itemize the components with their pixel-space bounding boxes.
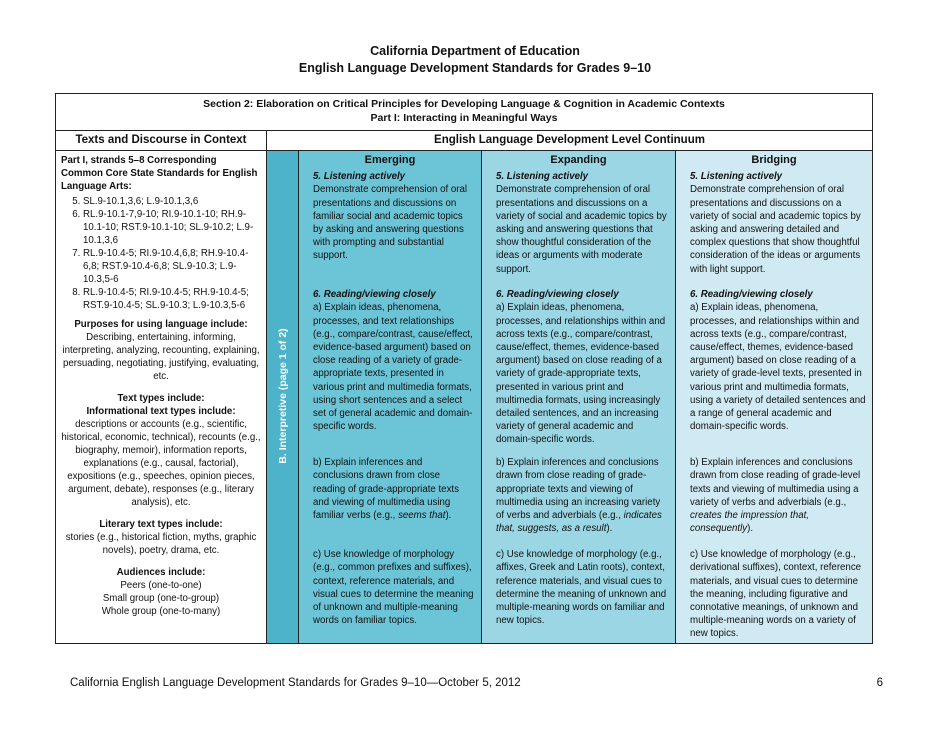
document-title: California Department of Education — [370, 44, 580, 58]
standard-item: 6. RL.9-10.1-7,9-10; RI.9-10.1-10; RH.9-10.1-10; RST.9-10.1-10; SL.9-10.2; L.9-10.1,3,6 — [83, 208, 261, 247]
reading-viewing-a: a) Explain ideas, phenomena, processes, and text relationships (e.g., compare/contrast, cause/effect, evidence-based argument) based on close reading of a variety of grade-appropriate texts, presented in various print and multimedia formats, using short sentences and a select set of general academic and domain-specific words. — [313, 302, 473, 433]
text-types-title: Text types include: — [117, 393, 205, 404]
purposes-text: Describing, entertaining, informing, interpreting, analyzing, recounting, explaining, persuading, negotiating, justifying, evaluating, etc. — [62, 332, 260, 382]
reading-viewing-b: b) Explain inferences and conclusions drawn from close reading of grade-appropriate texts and viewing of multimedia using an increasing variety of verbs and adverbials (e.g., indicates that, suggests, as a result). — [496, 457, 662, 535]
reading-viewing-a: a) Explain ideas, phenomena, processes, and relationships within and across texts (e.g., compare/contrast, cause/effect, themes, evidence-based argument) based on close reading of a variety of grade-level texts, presented in various print and multimedia formats, using a variety of detailed sentences and a range of general academic and domain-specific words. — [690, 302, 866, 433]
bridging-column — [676, 151, 872, 643]
reading-viewing-title: 6. Reading/viewing closely — [690, 289, 813, 301]
interpretive-band — [267, 151, 299, 643]
reading-viewing-b: b) Explain inferences and conclusions drawn from close reading of grade-appropriate texts and viewing of multimedia using familiar verbs (e.g., seems that). — [313, 457, 459, 522]
literary-text: stories (e.g., historical fiction, myths, graphic novels), poetry, drama, etc. — [65, 532, 257, 556]
section-part: Part I: Interacting in Meaningful Ways — [370, 112, 558, 124]
reading-viewing-a: a) Explain ideas, phenomena, processes, and relationships within and across texts (e.g., compare/contrast, cause/effect, themes, evidence-based argument) based on close reading of a variety of grade-appropriate texts, presented in various print and multimedia formats, using increasingly detailed sentences, and an increasing variety of general academic and domain-specific words. — [496, 302, 666, 446]
audiences-title: Audiences include: — [116, 567, 206, 578]
listening-actively-text: Demonstrate comprehension of oral presentations and discussions on familiar social and academic topics by asking and answering questions with prompting and substantial support. — [313, 184, 468, 262]
listening-actively-text: Demonstrate comprehension of oral presentations and discussions on a variety of social and academic topics by asking and answering detailed and complex questions that show thoughtful consideration of the ideas or arguments with light support. — [690, 184, 861, 275]
reading-viewing-c: c) Use knowledge of morphology (e.g., affixes, Greek and Latin roots), context, reference materials, and visual cues to determine the meaning of unknown and multiple-meaning words on familiar and new topics. — [496, 549, 667, 627]
bridging-title: Bridging — [751, 154, 797, 166]
standard-item: 8. RL.9-10.4-5; RI.9-10.4-5; RH.9-10.4-5; RST.9-10.4-5; SL.9-10.3; L.9-10.3,5-6 — [83, 286, 261, 312]
section-title: Section 2: Elaboration on Critical Principles for Developing Language & Cognition in Academic Contexts — [203, 98, 725, 110]
section-header — [56, 94, 872, 131]
page-number: 6 — [876, 677, 883, 689]
emerging-column — [299, 151, 482, 643]
page-footer: California English Language Development Standards for Grades 9–10—October 5, 2012 — [70, 677, 521, 689]
interpretive-band-label: B. Interpretive (page 1 of 2) — [277, 328, 289, 464]
informational-title: Informational text types include: — [86, 406, 236, 417]
audience-item: Small group (one-to-group) — [102, 593, 220, 604]
standard-item: 5. SL.9-10.1,3,6; L.9-10.1,3,6 — [83, 195, 261, 208]
listening-actively-title: 5. Listening actively — [496, 171, 589, 183]
texts-discourse-column — [56, 151, 267, 643]
listening-actively-title: 5. Listening actively — [690, 171, 783, 183]
emerging-title: Emerging — [364, 154, 416, 166]
purposes-title: Purposes for using language include: — [74, 319, 248, 330]
literary-title: Literary text types include: — [99, 519, 223, 530]
standards-list — [61, 195, 261, 312]
audience-item: Whole group (one-to-many) — [101, 606, 221, 617]
expanding-title: Expanding — [550, 154, 607, 166]
document-subtitle: English Language Development Standards for Grades 9–10 — [298, 61, 652, 75]
reading-viewing-c: c) Use knowledge of morphology (e.g., derivational suffixes), context, reference materials, and visual cues to determine the meaning, including figurative and connotative meanings, of unknown and multiple-meaning words on a variety of new topics. — [690, 549, 862, 640]
standards-table — [55, 93, 873, 644]
continuum-header: English Language Development Level Continuum — [267, 131, 872, 151]
reading-viewing-title: 6. Reading/viewing closely — [496, 289, 619, 301]
expanding-column — [482, 151, 676, 643]
standard-item: 7. RL.9-10.4-5; RI.9-10.4,6,8; RH.9-10.4-6,8; RST.9-10.4-6,8; SL.9-10.3; L.9-10.3,5-6 — [83, 247, 261, 286]
reading-viewing-b: b) Explain inferences and conclusions drawn from close reading of grade-level texts and viewing of multimedia using a variety of verbs and adverbials (e.g., creates the impression that, consequently). — [690, 457, 861, 535]
texts-discourse-header: Texts and Discourse in Context — [56, 131, 267, 151]
reading-viewing-title: 6. Reading/viewing closely — [313, 289, 436, 301]
listening-actively-text: Demonstrate comprehension of oral presentations and discussions on a variety of social and academic topics by asking and answering questions that show thoughtful consideration of the ideas or arguments with moderate support. — [496, 184, 667, 275]
informational-text: descriptions or accounts (e.g., scientific, historical, economic, technical), recounts (e.g., biography, memoir), information reports, explanations (e.g., causal, factorial), expositions (e.g., speeches, opinion pieces, argument, debate), responses (e.g., literary analysis), etc. — [61, 419, 261, 508]
listening-actively-title: 5. Listening actively — [313, 171, 406, 183]
audience-item: Peers (one-to-one) — [120, 580, 202, 591]
strands-title: Part I, strands 5–8 Corresponding Common Core State Standards for English Language Arts: — [61, 155, 258, 192]
reading-viewing-c: c) Use knowledge of morphology (e.g., common prefixes and suffixes), context, reference materials, and visual cues to determine the meaning of unknown and multiple-meaning words on familiar topics. — [313, 549, 474, 627]
